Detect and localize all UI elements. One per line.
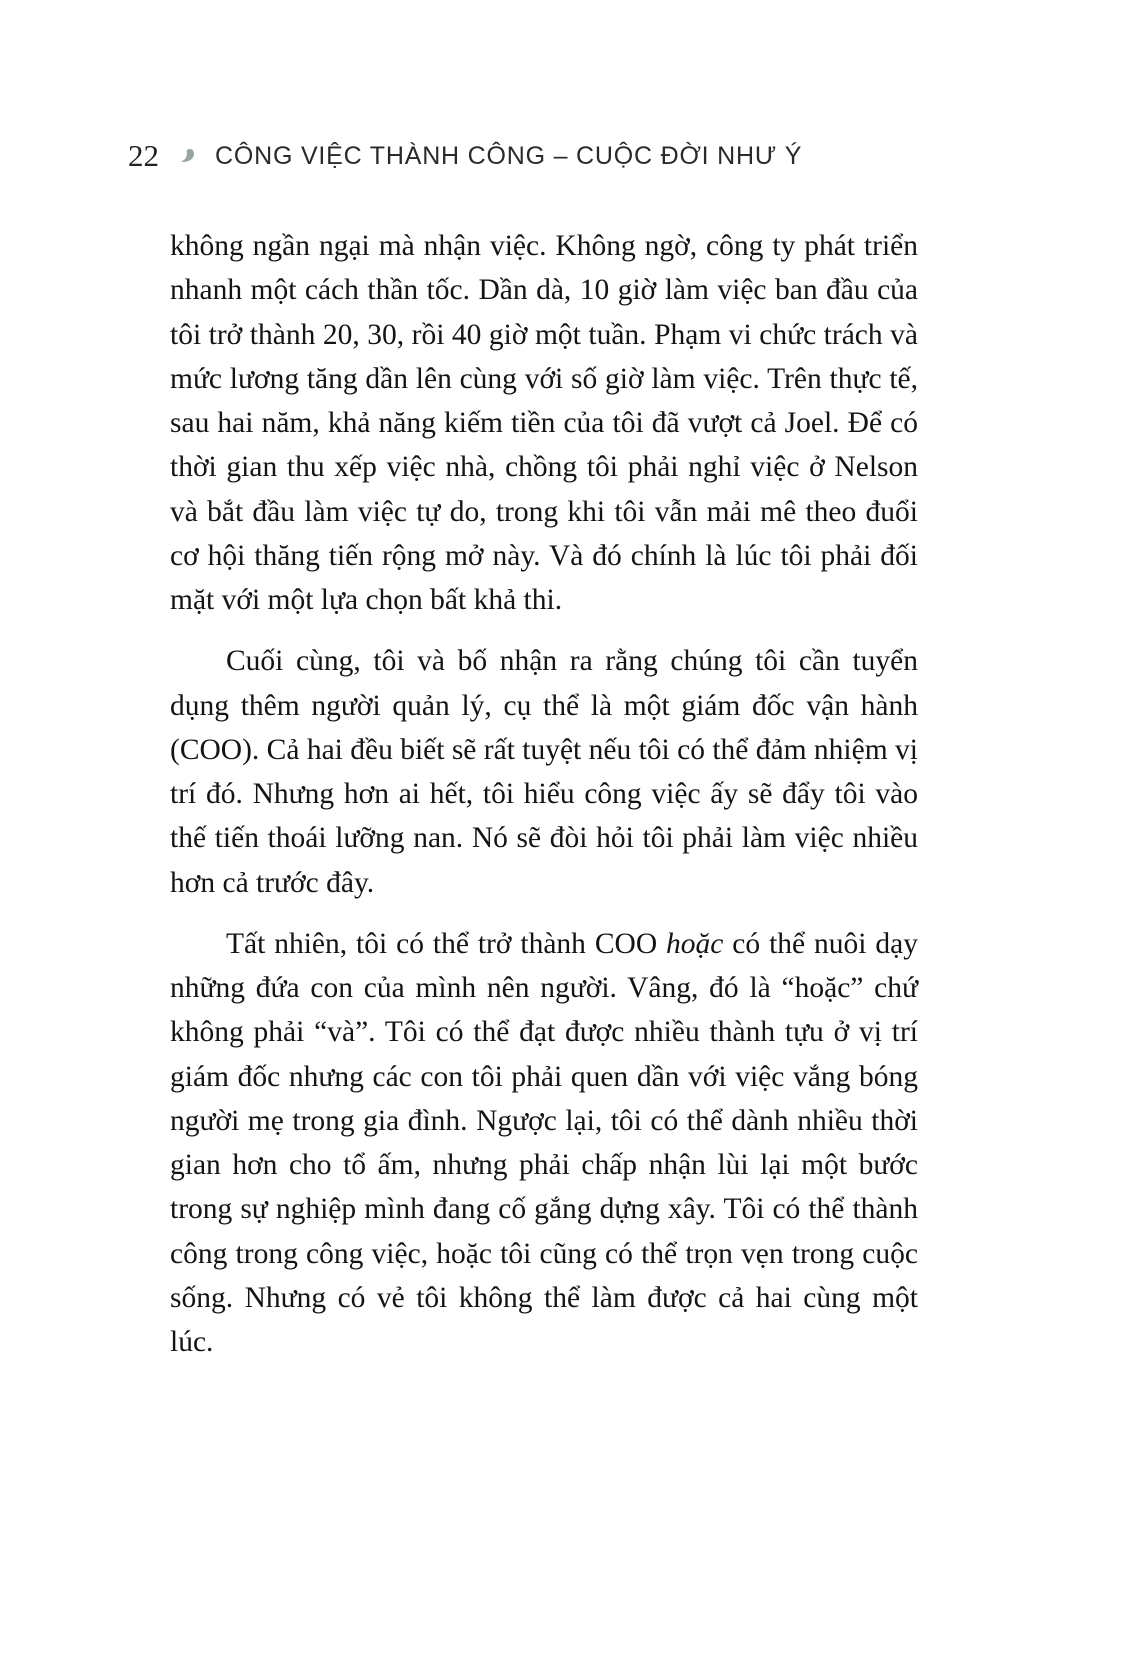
page-body: [170, 224, 918, 1364]
text-segment: Cuối cùng, tôi và bố nhận ra rằng chúng tôi cần tuyển dụng thêm người quản lý, cụ thể là một giám đốc vận hành (COO). Cả hai đều biết sẽ rất tuyệt nếu tôi có thể đảm nhiệm vị trí đó. Nhưng hơn ai hết, tôi hiểu công việc ấy sẽ đẩy tôi vào thế tiến thoái lưỡng nan. Nó sẽ đòi hỏi tôi phải làm việc nhiều hơn cả trước đây.: [170, 645, 918, 899]
text-segment: Tất nhiên, tôi có thể trở thành COO: [226, 927, 667, 960]
page-number: 22: [128, 138, 159, 173]
paragraph: [170, 639, 918, 905]
text-segment: không ngần ngại mà nhận việc. Không ngờ, công ty phát triển nhanh một cách thần tốc. Dần dà, 10 giờ làm việc ban đầu của tôi trở thành 20, 30, rồi 40 giờ một tuần. Phạm vi chức trách và mức lương tăng dần lên cùng với số giờ làm việc. Trên thực tế, sau hai năm, khả năng kiếm tiền của tôi đã vượt cả Joel. Để có thời gian thu xếp việc nhà, chồng tôi phải nghỉ việc ở Nelson và bắt đầu làm việc tự do, trong khi tôi vẫn mải mê theo đuổi cơ hội thăng tiến rộng mở này. Và đó chính là lúc tôi phải đối mặt với một lựa chọn bất khả thi.: [170, 230, 918, 616]
swirl-leaf-icon: [175, 144, 199, 168]
paragraph: [170, 922, 918, 1365]
text-segment: có thể nuôi dạy những đứa con của mình nên người. Vâng, đó là “hoặc” chứ không phải “và”. Tôi có thể đạt được nhiều thành tựu ở vị trí giám đốc nhưng các con tôi phải quen dần với việc vắng bóng người mẹ trong gia đình. Ngược lại, tôi có thể dành nhiều thời gian hơn cho tổ ấm, nhưng phải chấp nhận lùi lại một bước trong sự nghiệp mình đang cố gắng dựng xây. Tôi có thể thành công trong công việc, hoặc tôi cũng có thể trọn vẹn trong cuộc sống. Nhưng có vẻ tôi không thể làm được cả hai cùng một lúc.: [170, 927, 918, 1358]
paragraph: [170, 224, 918, 622]
text-segment-italic: hoặc: [666, 927, 724, 960]
header-title: CÔNG VIỆC THÀNH CÔNG – CUỘC ĐỜI NHƯ Ý: [215, 141, 803, 170]
page-header: [128, 138, 1006, 174]
